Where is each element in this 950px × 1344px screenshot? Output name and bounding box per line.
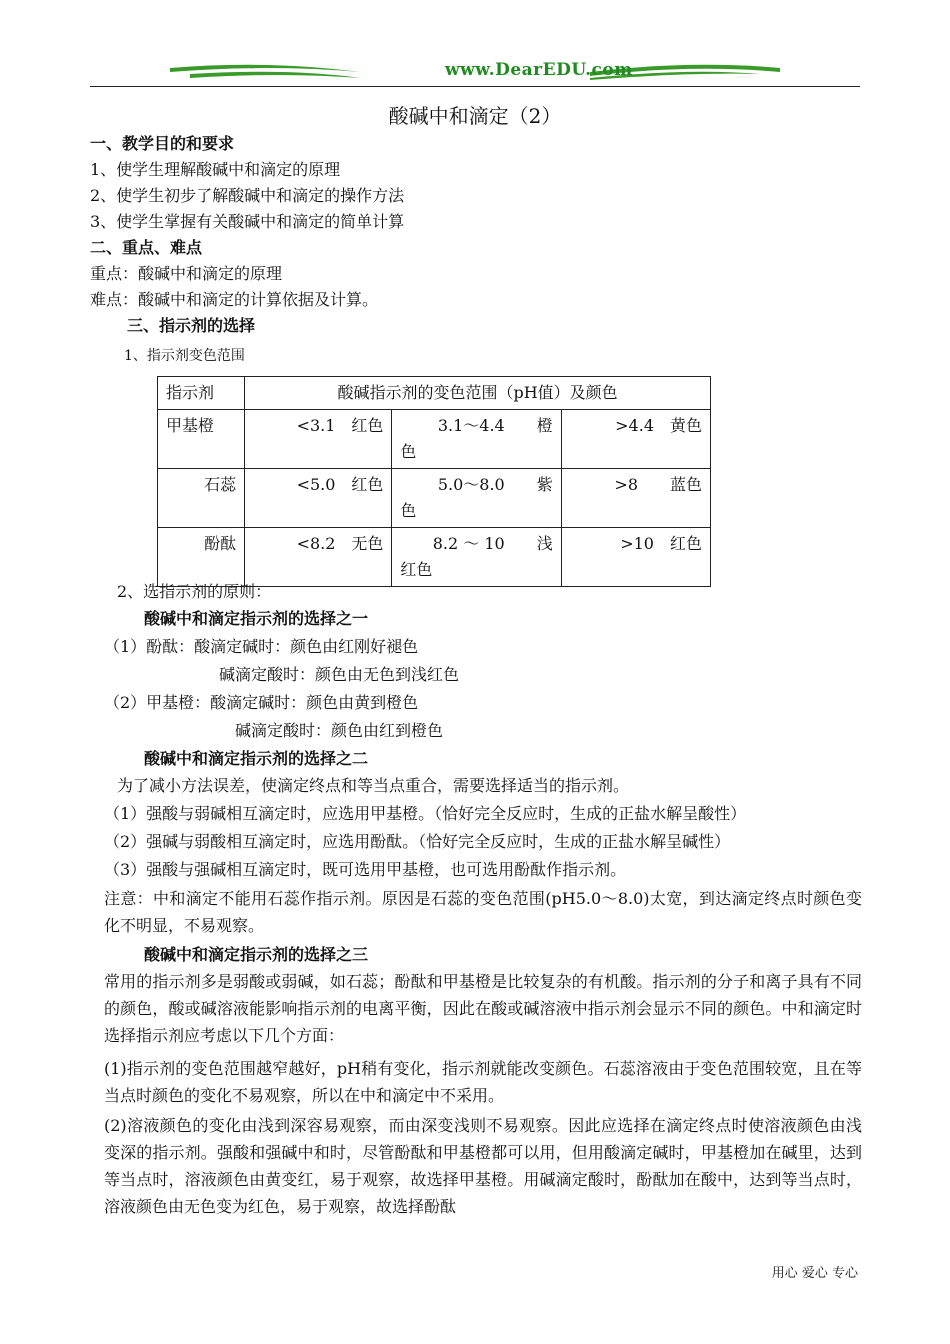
table-header-row bbox=[158, 377, 711, 410]
header-rule bbox=[90, 86, 860, 87]
section1-item-3: 3、使学生掌握有关酸碱中和滴定的简单计算 bbox=[90, 212, 405, 231]
table-header-span: 酸碱指示剂的变色范围（pH值）及颜色 bbox=[245, 377, 711, 410]
range-high: >4.4 黄色 bbox=[561, 410, 710, 469]
choice1-heading: 酸碱中和滴定指示剂的选择之一 bbox=[144, 609, 369, 628]
range-mid bbox=[392, 528, 561, 587]
range-mid bbox=[392, 469, 561, 528]
page-footer: 用心 爱心 专心 bbox=[771, 1266, 858, 1281]
choice2-note: 注意：中和滴定不能用石蕊作指示剂。原因是石蕊的变色范围(pH5.0～8.0)太宽，到达滴定终点时颜色变化不明显，不易观察。 bbox=[104, 889, 862, 935]
range-mid-line1: 5.0～8.0 紫 bbox=[437, 475, 553, 494]
choice3-p2: (2)溶液颜色的变化由浅到深容易观察，而由深变浅则不易观察。因此应选择在滴定终点时使溶液颜色由浅变深的指示剂。强酸和强碱中和时，尽管酚酞和甲基橙都可以用，但用酸滴定碱时，甲基橙加在碱里，达到等当点时，溶液颜色由黄变红，易于观察，故选择甲基橙。用碱滴定酸时，酚酞加在酸中，达到等当点时，溶液颜色由无色变为红色，易于观察，故选择酚酞 bbox=[104, 1116, 862, 1216]
choice2-p1: （1）强酸与弱碱相互滴定时，应选用甲基橙。（恰好完全反应时，生成的正盐水解呈酸性） bbox=[104, 804, 747, 823]
choice2-p3: （3）强酸与强碱相互滴定时，既可选用甲基橙，也可选用酚酞作指示剂。 bbox=[104, 860, 627, 879]
choice1-line1: （1）酚酞：酸滴定碱时：颜色由红刚好褪色 bbox=[104, 637, 419, 656]
choice2-heading: 酸碱中和滴定指示剂的选择之二 bbox=[144, 749, 369, 768]
indicator-name: 酚酞 bbox=[158, 528, 245, 587]
choice2-p2: （2）强碱与弱酸相互滴定时，应选用酚酞。（恰好完全反应时，生成的正盐水解呈碱性） bbox=[104, 832, 731, 851]
range-high: >10 红色 bbox=[561, 528, 710, 587]
indicator-table bbox=[157, 376, 711, 587]
section3-sub2: 2、选指示剂的原则： bbox=[117, 582, 272, 601]
section1-item-1: 1、使学生理解酸碱中和滴定的原理 bbox=[90, 160, 341, 179]
section1-item-2: 2、使学生初步了解酸碱中和滴定的操作方法 bbox=[90, 186, 405, 205]
choice1-line4: 碱滴定酸时：颜色由红到橙色 bbox=[235, 721, 444, 740]
range-mid-line2: 红色 bbox=[400, 560, 433, 579]
section2-difficulty: 难点：酸碱中和滴定的计算依据及计算。 bbox=[90, 290, 379, 309]
indicator-name: 石蕊 bbox=[158, 469, 245, 528]
choice1-line2: 碱滴定酸时：颜色由无色到浅红色 bbox=[219, 665, 460, 684]
page-title: 酸碱中和滴定（2） bbox=[388, 104, 562, 128]
range-mid-line1: 3.1～4.4 橙 bbox=[437, 416, 553, 435]
indicator-name: 甲基橙 bbox=[158, 410, 245, 469]
choice3-intro: 常用的指示剂多是弱酸或弱碱，如石蕊；酚酞和甲基橙是比较复杂的有机酸。指示剂的分子和离子具有不同的颜色，酸或碱溶液能影响指示剂的电离平衡，因此在酸或碱溶液中指示剂会显示不同的颜色。中和滴定时选择指示剂应考虑以下几个方面： bbox=[104, 972, 862, 1045]
choice1-line3: （2）甲基橙：酸滴定碱时：颜色由黄到橙色 bbox=[104, 693, 419, 712]
choice3-p1: (1)指示剂的变色范围越窄越好，pH稍有变化，指示剂就能改变颜色。石蕊溶液由于变色范围较宽，且在等当点时颜色的变化不易观察，所以在中和滴定中不采用。 bbox=[104, 1059, 862, 1105]
range-mid-line1: 8.2 ～ 10 浅 bbox=[432, 534, 553, 553]
table-row bbox=[158, 410, 711, 469]
range-high: >8 蓝色 bbox=[561, 469, 710, 528]
choice2-intro: 为了减小方法误差，使滴定终点和等当点重合，需要选择适当的指示剂。 bbox=[117, 776, 630, 795]
range-low: <5.0 红色 bbox=[245, 469, 392, 528]
range-mid-line2: 色 bbox=[400, 442, 417, 461]
table-row bbox=[158, 469, 711, 528]
range-mid bbox=[392, 410, 561, 469]
section3-heading: 三、指示剂的选择 bbox=[127, 316, 256, 335]
table-row bbox=[158, 528, 711, 587]
choice3-heading: 酸碱中和滴定指示剂的选择之三 bbox=[144, 945, 369, 964]
section2-focus: 重点：酸碱中和滴定的原理 bbox=[90, 264, 283, 283]
range-mid-line2: 色 bbox=[400, 501, 417, 520]
table-header-cell: 指示剂 bbox=[158, 377, 245, 410]
range-low: <3.1 红色 bbox=[245, 410, 392, 469]
page-header bbox=[90, 58, 860, 90]
range-low: <8.2 无色 bbox=[245, 528, 392, 587]
site-logo-text[interactable]: www.DearEDU.com bbox=[445, 60, 633, 80]
section3-sub1: 1、指示剂变色范围 bbox=[124, 348, 245, 364]
section2-heading: 二、重点、难点 bbox=[90, 238, 203, 257]
section1-heading: 一、教学目的和要求 bbox=[90, 134, 235, 153]
